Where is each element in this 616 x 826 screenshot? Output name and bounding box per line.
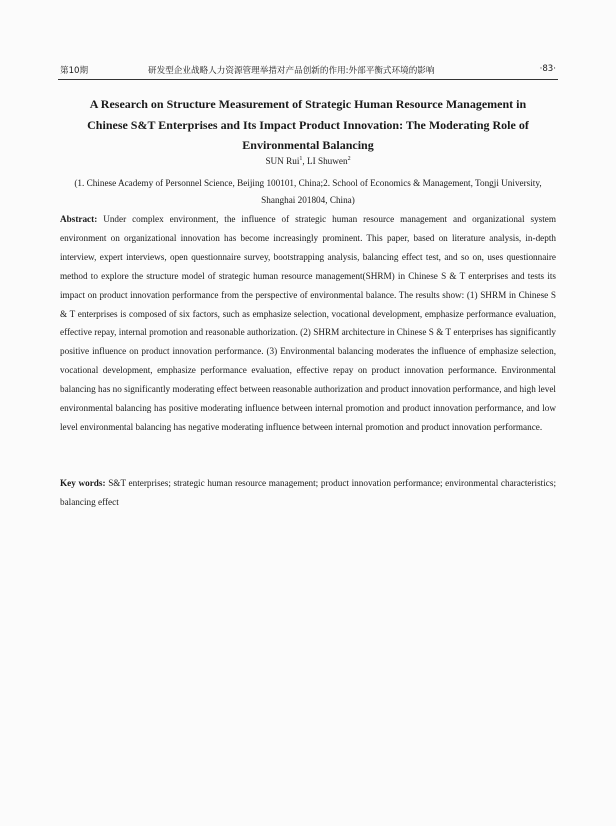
author-2: LI Shuwen: [306, 156, 348, 166]
affiliations: (1. Chinese Academy of Personnel Science, Beijing 100101, China;2. School of Economics & Management, Tongji University, Shanghai 201804, China): [74, 178, 542, 205]
abstract-label: Abstract:: [60, 214, 98, 224]
issue-label: 第10期: [60, 66, 89, 76]
paper-title: A Research on Structure Measurement of Strategic Human Resource Management in Chinese S&T Enterprises and Its Impact Product Innovation: The Moderating Role of Environmental Balancing: [87, 97, 529, 152]
author-2-affil-mark: 2: [347, 156, 351, 162]
keywords-text: S&T enterprises; strategic human resource management; product innovation performance; environmental characteristics; balancing effect: [60, 478, 556, 507]
author-1: SUN Rui: [265, 156, 300, 166]
abstract: [60, 210, 556, 437]
running-title: 研发型企业战略人力资源管理举措对产品创新的作用:外部平衡式环境的影响: [148, 66, 435, 76]
keywords: [60, 474, 556, 512]
author-line: [60, 154, 556, 168]
abstract-text: Under complex environment, the influence of strategic human resource management and organizational system environment on organizational innovation has become increasingly prominent. This paper, based on literature analysis, in-depth interview, expert interviews, open questionnaire survey, bootstrapping analysis, balancing effect test, and so on, uses questionnaire method to explore the structure model of strategic human resource management(SHRM) in Chinese S & T enterprises and tests its impact on product innovation performance from the perspective of environmental balance. The results show: (1) SHRM in Chinese S & T enterprises is composed of six factors, such as emphasize selection, vocational development, emphasize performance evaluation, effective repay, internal promotion and reasonable authorization. (2) SHRM architecture in Chinese S & T enterprises has significantly positive influence on product innovation performance. (3) Environmental balancing moderates the influence of emphasize selection, vocational development, emphasize performance evaluation, effective repay on product innovation performance. Environmental balancing has no significantly moderating effect between reasonable authorization and product innovation performance, and high level environmental balancing has positive moderating influence between internal promotion and product innovation performance, and low level environmental balancing has negative moderating influence between internal promotion and product innovation performance.: [60, 214, 557, 432]
keywords-label: Key words:: [60, 478, 106, 488]
running-header: [58, 62, 558, 78]
author-separator: ,: [302, 156, 307, 166]
author-1-affil-mark: 1: [299, 156, 303, 162]
page-number: ·83·: [539, 64, 556, 74]
header-rule: [58, 79, 558, 80]
